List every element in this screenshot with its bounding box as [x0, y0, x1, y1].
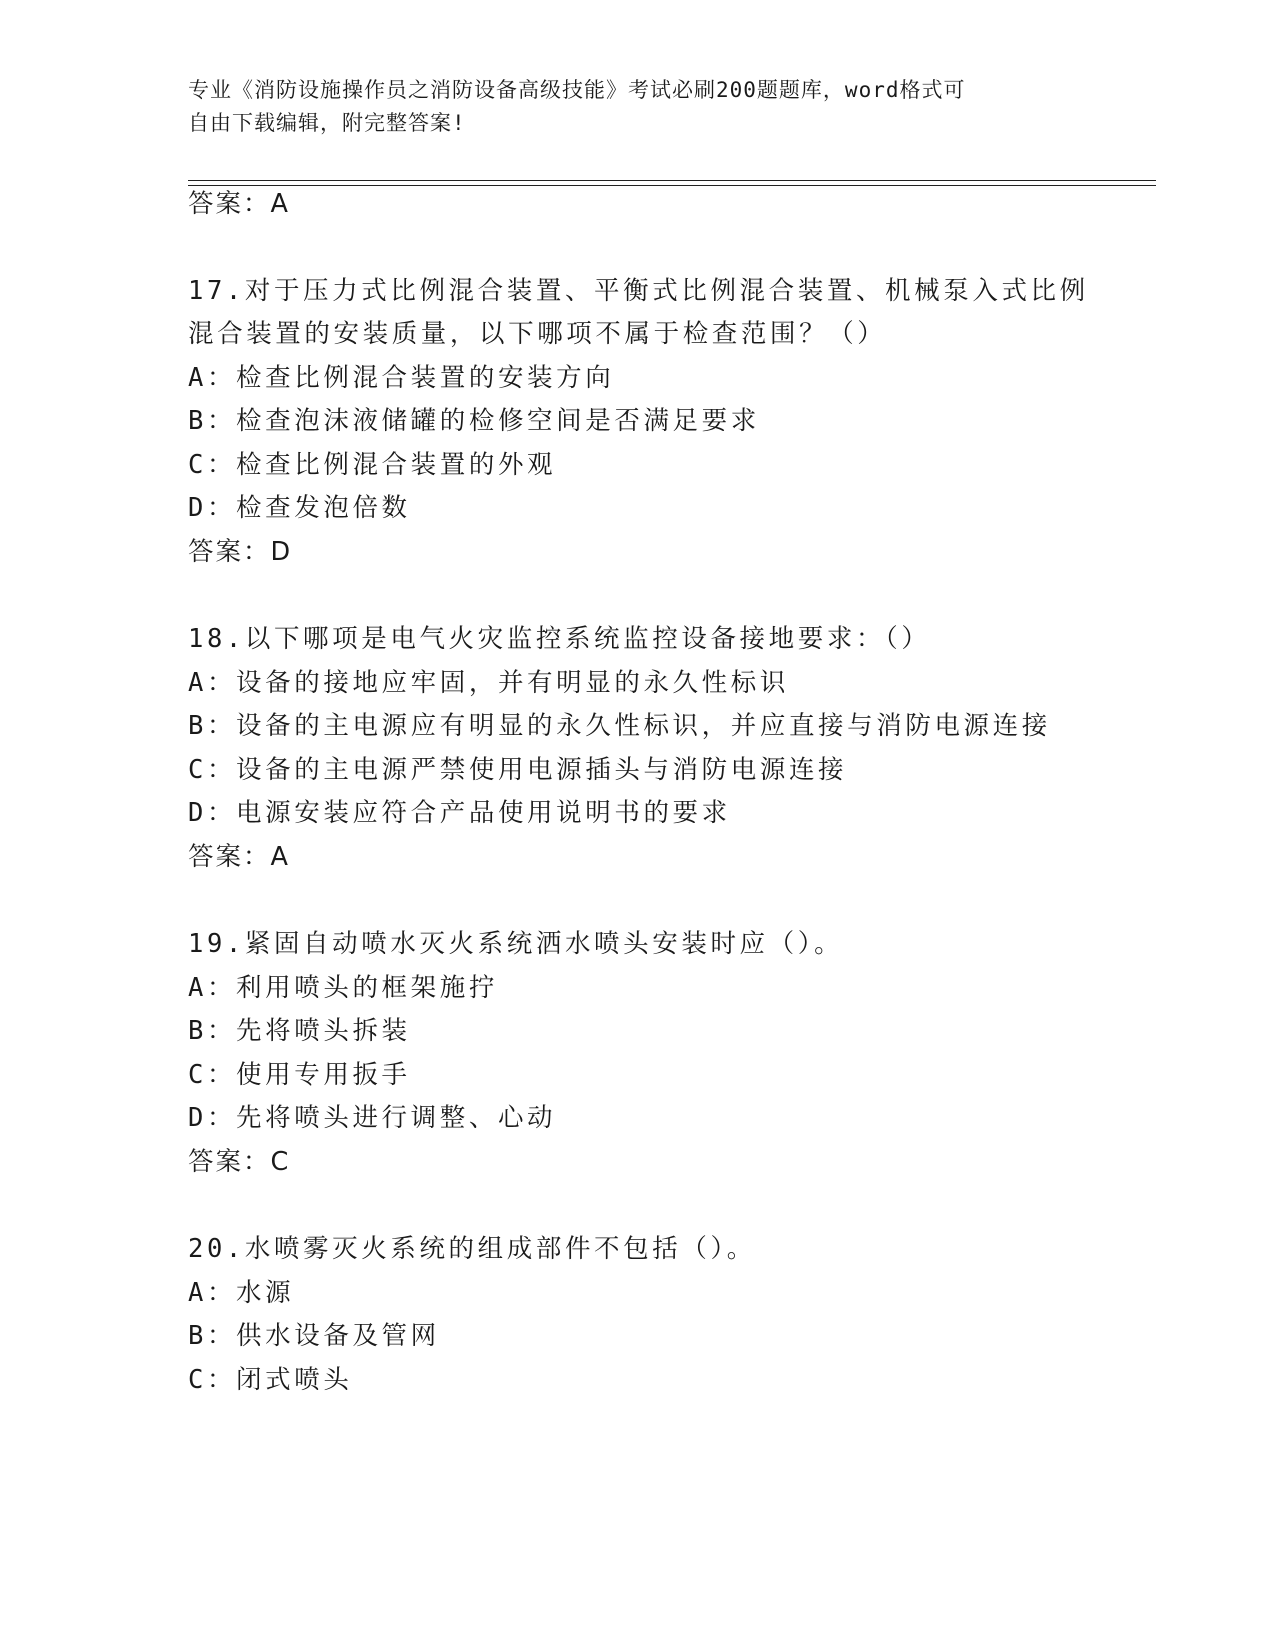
question-19-answer: 答案：C — [188, 1147, 291, 1177]
question-19-option-d: D：先将喷头进行调整、心动 — [188, 1103, 557, 1133]
header-line-1: 专业《消防设施操作员之消防设备高级技能》考试必刷200题题库，word格式可 — [188, 78, 966, 102]
question-17-stem-line-2: 混合装置的安装质量，以下哪项不属于检查范围？（） — [188, 319, 887, 349]
question-17-option-c: C：检查比例混合装置的外观 — [188, 450, 557, 480]
question-19-option-b: B：先将喷头拆装 — [188, 1016, 411, 1046]
question-18-option-d: D：电源安装应符合产品使用说明书的要求 — [188, 798, 731, 828]
question-18-option-b: B：设备的主电源应有明显的永久性标识，并应直接与消防电源连接 — [188, 711, 1051, 741]
question-17-option-a: A：检查比例混合装置的安装方向 — [188, 363, 615, 393]
question-20-option-c: C：闭式喷头 — [188, 1365, 353, 1395]
question-17-answer: 答案：D — [188, 537, 293, 567]
question-17-option-b: B：检查泡沫液储罐的检修空间是否满足要求 — [188, 406, 760, 436]
previous-answer: 答案：A — [188, 189, 290, 219]
question-18-stem-line-1: 18.以下哪项是电气火灾监控系统监控设备接地要求：（） — [188, 624, 931, 654]
question-19-stem-line-1: 19.紧固自动喷水灭火系统洒水喷头安装时应（）。 — [188, 929, 844, 959]
header-divider-top — [188, 180, 1156, 181]
question-20-stem-line-1: 20.水喷雾灭火系统的组成部件不包括（）。 — [188, 1234, 756, 1264]
question-20-option-a: A：水源 — [188, 1278, 295, 1308]
question-17-stem-line-1: 17.对于压力式比例混合装置、平衡式比例混合装置、机械泵入式比例 — [188, 276, 1089, 306]
question-18-option-a: A：设备的接地应牢固，并有明显的永久性标识 — [188, 668, 789, 698]
question-18-answer: 答案：A — [188, 842, 290, 872]
question-19-option-c: C：使用专用扳手 — [188, 1060, 411, 1090]
question-20-option-b: B：供水设备及管网 — [188, 1321, 440, 1351]
header-divider-bottom — [188, 185, 1156, 186]
header-line-2: 自由下载编辑，附完整答案! — [188, 111, 466, 135]
question-17-option-d: D：检查发泡倍数 — [188, 493, 411, 523]
document-header — [188, 74, 1088, 140]
question-18-option-c: C：设备的主电源严禁使用电源插头与消防电源连接 — [188, 755, 848, 785]
question-19-option-a: A：利用喷头的框架施拧 — [188, 973, 498, 1003]
